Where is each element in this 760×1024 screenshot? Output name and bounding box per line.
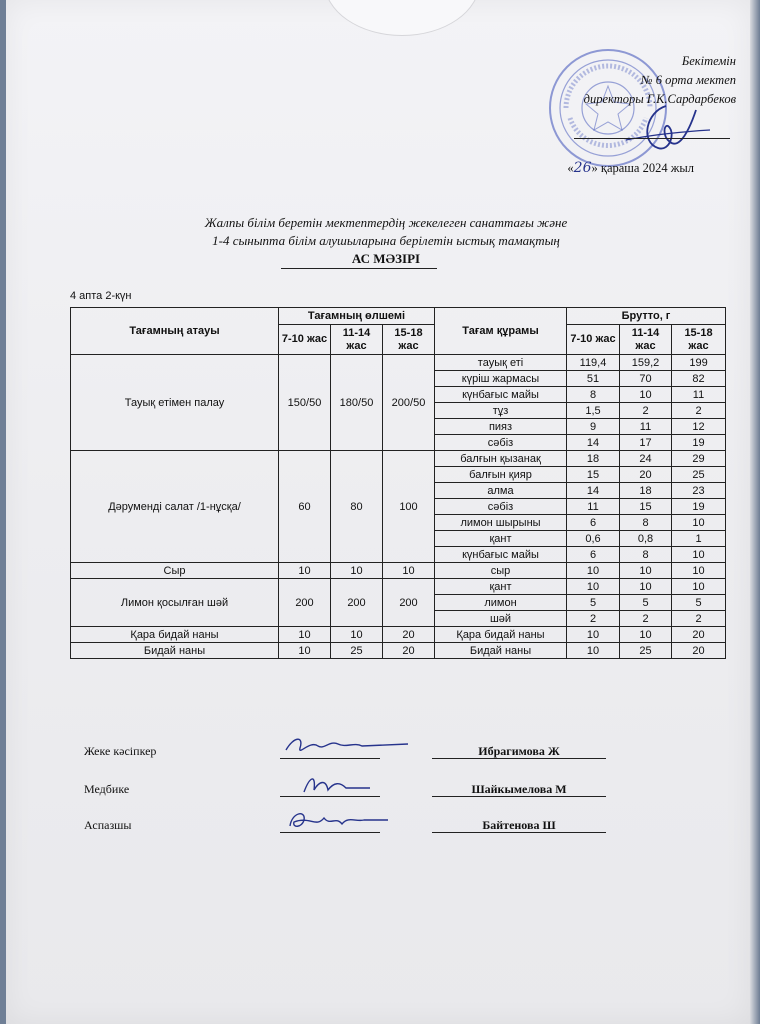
dish-portion: 10	[383, 563, 435, 579]
title-line-1: Жалпы білім беретін мектептердің жекелеген санаттағы және	[204, 215, 568, 230]
signature-role: Жеке кәсіпкер	[84, 744, 157, 758]
ingredient-gross: 19	[672, 435, 726, 451]
title-line-2: 1-4 сыныпта білім алушыларына берілетін ыстық тамақтың	[212, 233, 560, 248]
menu-table-body	[71, 355, 726, 659]
ingredient-gross: 2	[620, 403, 672, 419]
ingredient-gross: 51	[567, 371, 620, 387]
dish-portion: 80	[331, 451, 383, 563]
dish-name: Тауық етімен палау	[71, 355, 279, 451]
ingredient-gross: 20	[672, 643, 726, 659]
dish-portion: 25	[331, 643, 383, 659]
ingredient-gross: 0,6	[567, 531, 620, 547]
ingredient-name: Бидай наны	[435, 643, 567, 659]
ingredient-gross: 9	[567, 419, 620, 435]
ingredient-gross: 25	[672, 467, 726, 483]
dish-portion: 200	[279, 579, 331, 627]
ingredient-gross: 10	[672, 547, 726, 563]
background-edge	[750, 0, 760, 1024]
approval-block	[546, 52, 736, 109]
dish-portion: 60	[279, 451, 331, 563]
approval-title: Бекітемін	[681, 54, 736, 68]
approval-date-day: 26	[573, 160, 592, 176]
dish-portion: 20	[383, 643, 435, 659]
signature-name: Ибрагимова Ж	[478, 744, 560, 758]
signature-role: Медбике	[84, 782, 130, 796]
ingredient-gross: 119,4	[567, 355, 620, 371]
approval-date: «26» қараша 2024 жыл	[567, 160, 694, 176]
ingredient-gross: 1,5	[567, 403, 620, 419]
ingredient-gross: 17	[620, 435, 672, 451]
dish-portion: 10	[279, 627, 331, 643]
signature-line	[280, 758, 380, 759]
ingredient-gross: 29	[672, 451, 726, 467]
signature-role: Аспазшы	[84, 818, 132, 832]
ingredient-gross: 15	[620, 499, 672, 515]
ingredient-gross: 5	[567, 595, 620, 611]
menu-table	[70, 307, 726, 659]
ingredient-name: қант	[435, 579, 567, 595]
ingredient-gross: 10	[620, 563, 672, 579]
week-day-label: 4 апта 2-күн	[70, 290, 132, 302]
ingredient-name: тауық еті	[435, 355, 567, 371]
ingredient-gross: 11	[567, 499, 620, 515]
ingredient-gross: 10	[672, 515, 726, 531]
ingredient-name: балғын қызанақ	[435, 451, 567, 467]
ingredient-gross: 24	[620, 451, 672, 467]
director-signature-line	[574, 138, 730, 139]
header-portion: Тағамның өлшемі	[279, 308, 435, 325]
header-portion-age-3: 15-18 жас	[383, 325, 435, 355]
ingredient-gross: 82	[672, 371, 726, 387]
table-row	[71, 355, 726, 371]
header-composition: Тағам құрамы	[435, 308, 567, 355]
ingredient-name: күнбағыс майы	[435, 387, 567, 403]
header-dish-name: Тағамның атауы	[71, 308, 279, 355]
table-row	[71, 643, 726, 659]
ingredient-name: шәй	[435, 611, 567, 627]
ingredient-gross: 12	[672, 419, 726, 435]
dish-portion: 150/50	[279, 355, 331, 451]
approval-director: директоры Г.К.Сардарбеков	[583, 92, 736, 106]
document-title	[156, 214, 616, 268]
ingredient-gross: 8	[620, 515, 672, 531]
dish-portion: 20	[383, 627, 435, 643]
ingredient-gross: 10	[567, 643, 620, 659]
ingredient-name: тұз	[435, 403, 567, 419]
ingredient-gross: 18	[567, 451, 620, 467]
header-gross: Брутто, г	[567, 308, 726, 325]
ingredient-gross: 70	[620, 371, 672, 387]
ingredient-name: пияз	[435, 419, 567, 435]
dish-portion: 100	[383, 451, 435, 563]
signature-line	[280, 796, 380, 797]
ingredient-gross: 0,8	[620, 531, 672, 547]
dish-portion: 10	[279, 643, 331, 659]
dish-name: Лимон қосылған шәй	[71, 579, 279, 627]
dish-name: Қара бидай наны	[71, 627, 279, 643]
ingredient-name: күнбағыс майы	[435, 547, 567, 563]
header-portion-age-2: 11-14 жас	[331, 325, 383, 355]
signature-name: Байтенова Ш	[482, 818, 556, 832]
ingredient-gross: 10	[620, 387, 672, 403]
ingredient-name: Қара бидай наны	[435, 627, 567, 643]
ingredient-gross: 159,2	[620, 355, 672, 371]
signature-name: Шайкымелова М	[471, 782, 567, 796]
ingredient-name: күріш жармасы	[435, 371, 567, 387]
ingredient-name: сәбіз	[435, 499, 567, 515]
ingredient-gross: 199	[672, 355, 726, 371]
ingredient-name: сыр	[435, 563, 567, 579]
ingredient-gross: 1	[672, 531, 726, 547]
ingredient-gross: 14	[567, 483, 620, 499]
dish-portion: 200	[331, 579, 383, 627]
header-gross-age-1: 7-10 жас	[567, 325, 620, 355]
ingredient-name: лимон	[435, 595, 567, 611]
dish-portion: 200	[383, 579, 435, 627]
ingredient-gross: 20	[620, 467, 672, 483]
dish-portion: 10	[331, 627, 383, 643]
table-row	[71, 451, 726, 467]
dish-name: Сыр	[71, 563, 279, 579]
ingredient-gross: 10	[567, 627, 620, 643]
ingredient-gross: 25	[620, 643, 672, 659]
ingredient-gross: 5	[672, 595, 726, 611]
ingredient-gross: 11	[672, 387, 726, 403]
table-row	[71, 627, 726, 643]
ingredient-gross: 23	[672, 483, 726, 499]
dish-portion: 180/50	[331, 355, 383, 451]
signature-line	[280, 832, 380, 833]
dish-portion: 10	[331, 563, 383, 579]
ingredient-gross: 2	[672, 611, 726, 627]
ingredient-gross: 2	[620, 611, 672, 627]
ingredient-gross: 10	[567, 563, 620, 579]
ingredient-gross: 2	[672, 403, 726, 419]
ingredient-name: лимон шырыны	[435, 515, 567, 531]
signature-row	[84, 738, 624, 768]
header-gross-age-3: 15-18 жас	[672, 325, 726, 355]
director-signature	[606, 102, 716, 164]
table-row	[71, 579, 726, 595]
ingredient-gross: 5	[620, 595, 672, 611]
title-underline	[281, 268, 437, 269]
hang-hole	[324, 0, 480, 36]
signature-row	[84, 812, 624, 842]
ingredient-gross: 11	[620, 419, 672, 435]
approval-school: № 6 орта мектеп	[640, 73, 736, 87]
ingredient-gross: 10	[672, 579, 726, 595]
title-main: АС МӘЗІРІ	[351, 251, 421, 266]
ingredient-gross: 6	[567, 547, 620, 563]
ingredient-gross: 8	[620, 547, 672, 563]
document-sheet	[6, 0, 750, 1024]
ingredient-gross: 19	[672, 499, 726, 515]
dish-portion: 10	[279, 563, 331, 579]
ingredient-gross: 14	[567, 435, 620, 451]
ingredient-gross: 10	[620, 627, 672, 643]
ingredient-name: қант	[435, 531, 567, 547]
ingredient-gross: 2	[567, 611, 620, 627]
ingredient-gross: 10	[567, 579, 620, 595]
ingredient-gross: 8	[567, 387, 620, 403]
dish-name: Дәруменді салат /1-нұсқа/	[71, 451, 279, 563]
ingredient-gross: 20	[672, 627, 726, 643]
header-gross-age-2: 11-14 жас	[620, 325, 672, 355]
signature-row	[84, 776, 624, 806]
table-row	[71, 563, 726, 579]
dish-name: Бидай наны	[71, 643, 279, 659]
ingredient-gross: 6	[567, 515, 620, 531]
ingredient-gross: 10	[672, 563, 726, 579]
dish-portion: 200/50	[383, 355, 435, 451]
ingredient-name: алма	[435, 483, 567, 499]
ingredient-name: сәбіз	[435, 435, 567, 451]
header-portion-age-1: 7-10 жас	[279, 325, 331, 355]
ingredient-gross: 15	[567, 467, 620, 483]
ingredient-gross: 10	[620, 579, 672, 595]
approval-date-month-year: қараша 2024 жыл	[600, 161, 694, 175]
ingredient-name: балғын қияр	[435, 467, 567, 483]
ingredient-gross: 18	[620, 483, 672, 499]
